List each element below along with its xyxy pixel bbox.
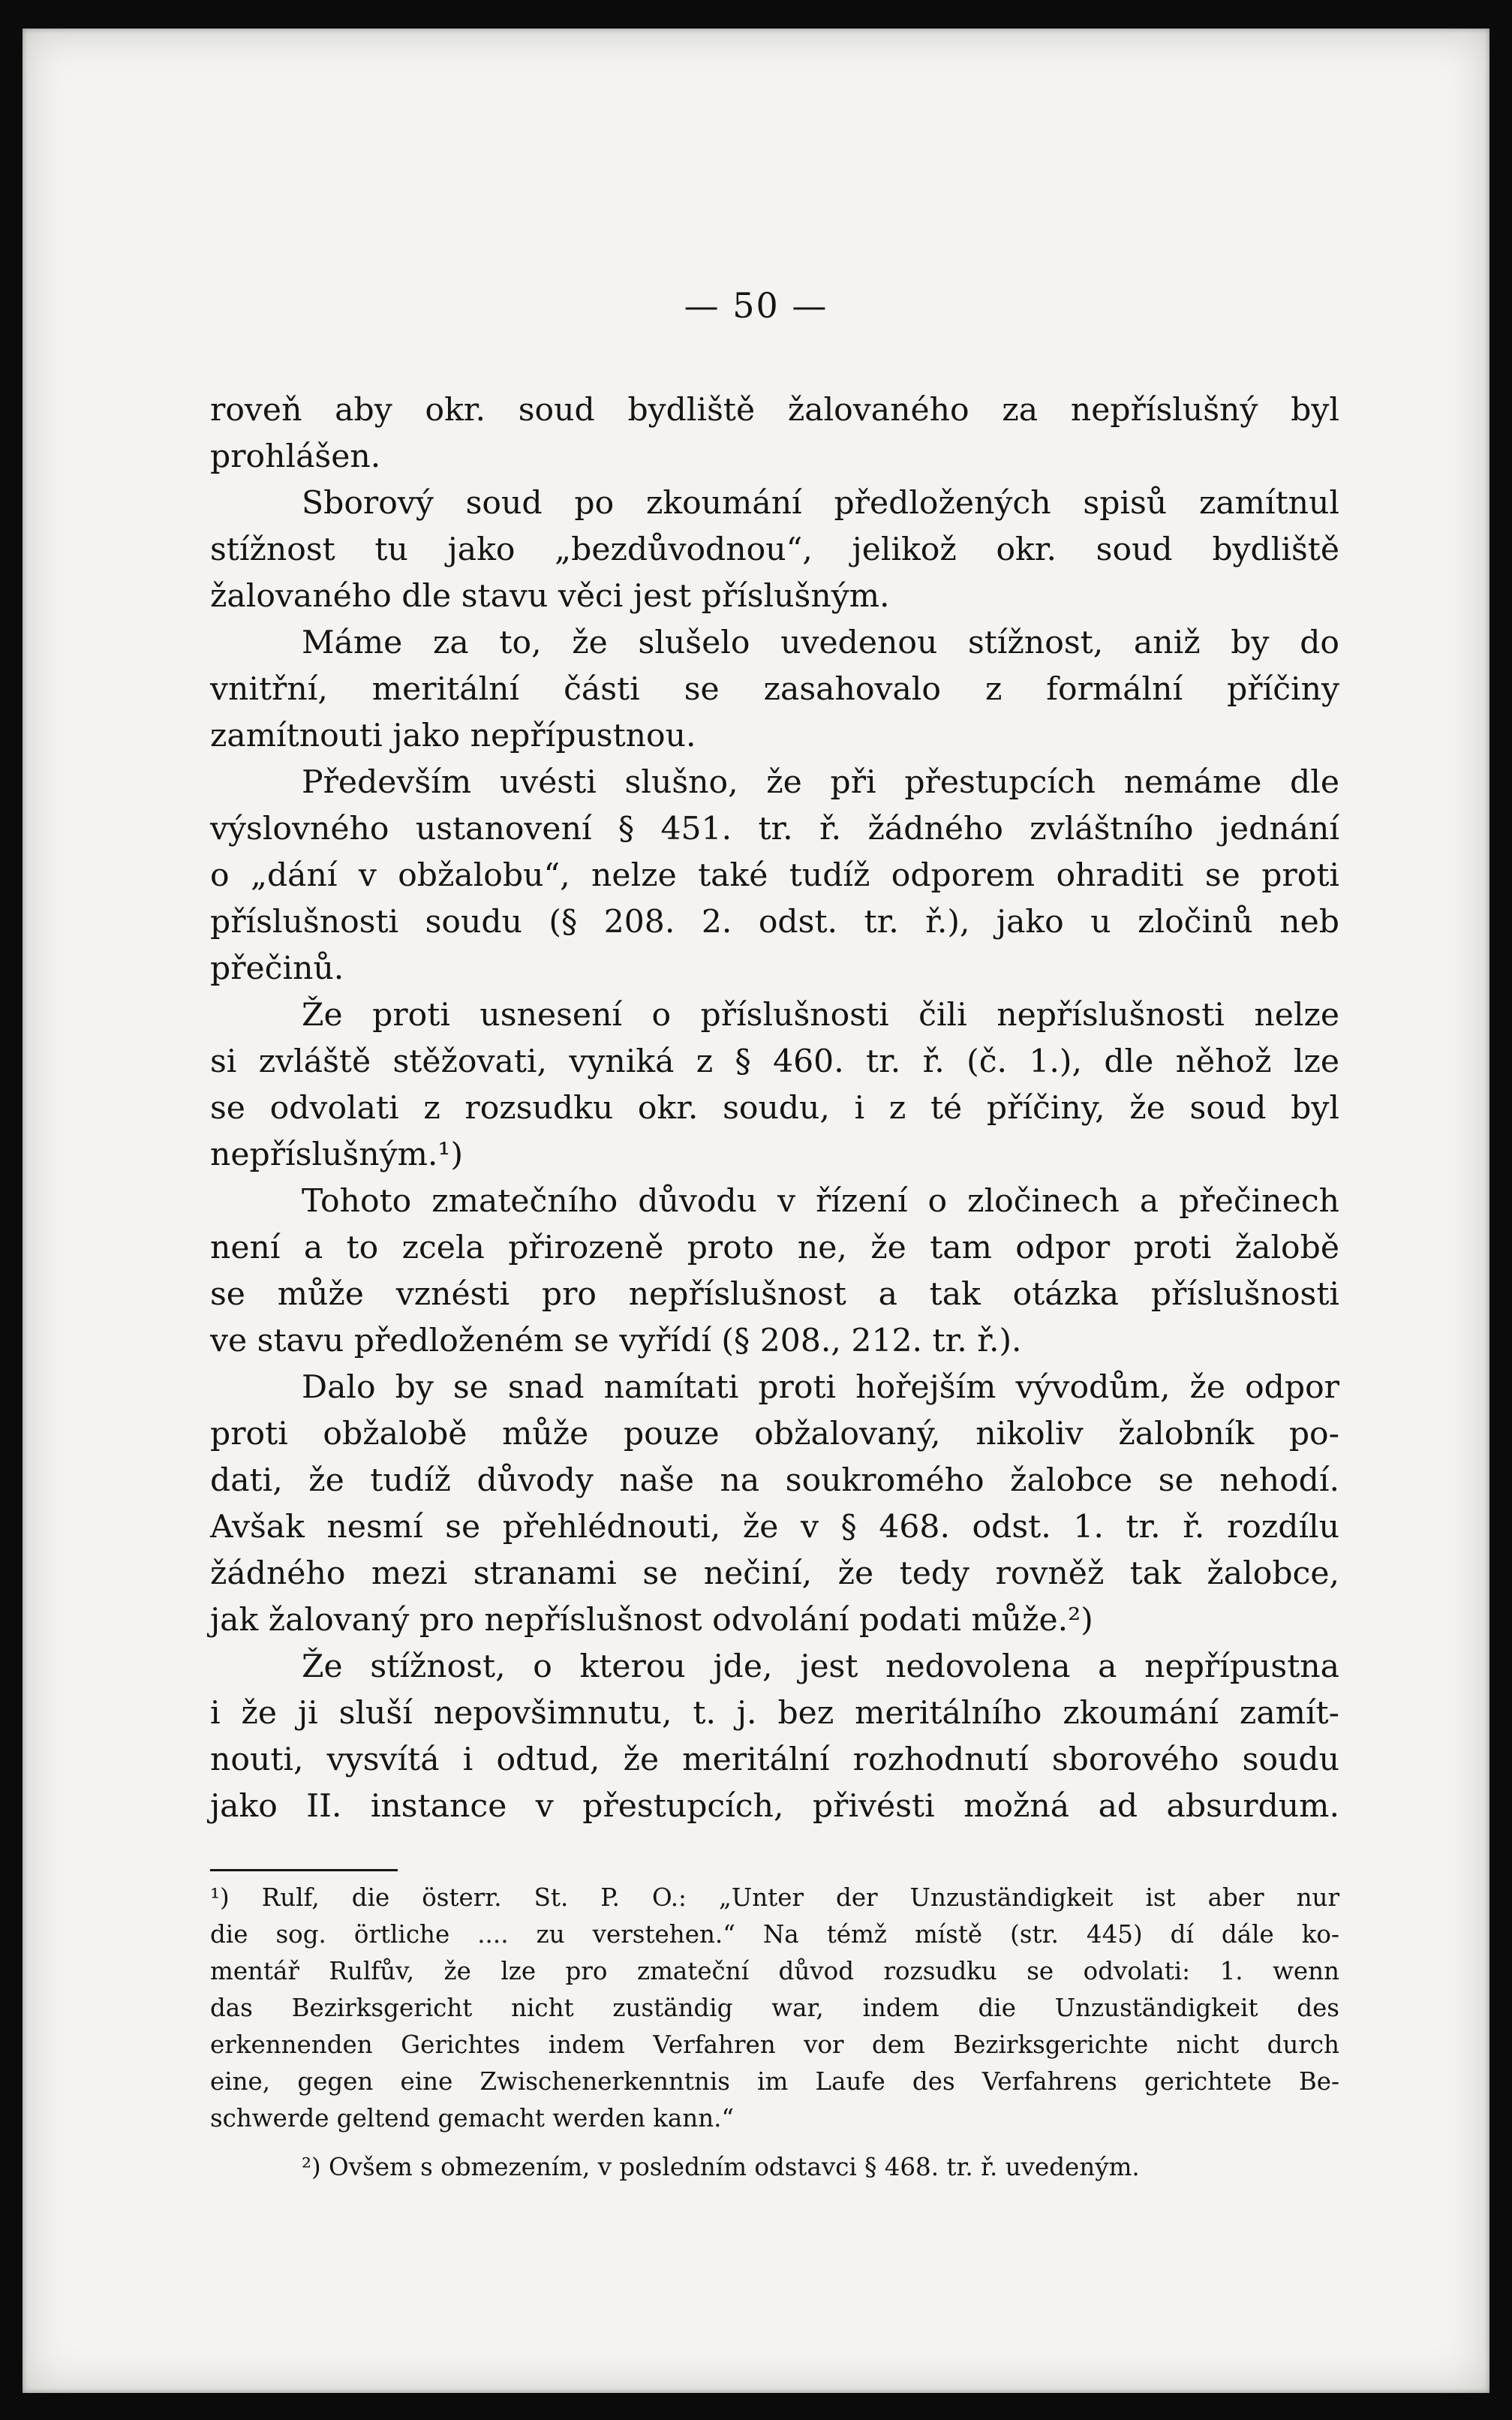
body-line: Dalo by se snad namítati proti hořejším vývodům, že odpor — [302, 1369, 1339, 1406]
body-line: si zvláště stěžovati, vyniká z § 460. tr. ř. (č. 1.), dle něhož lze — [210, 1043, 1339, 1080]
body-line: stížnost tu jako „bezdůvodnou“, jelikož okr. soud bydliště — [210, 531, 1339, 568]
body-line: Avšak nesmí se přehlédnouti, že v § 468. odst. 1. tr. ř. rozdílu — [210, 1509, 1339, 1546]
footnote-line: erkennenden Gerichtes indem Verfahren vor dem Bezirksgerichte nicht durch — [210, 2030, 1339, 2059]
body-line: žalovaného dle stavu věci jest příslušným. — [210, 578, 890, 615]
body-line: Tohoto zmatečního důvodu v řízení o zločinech a přečinech — [302, 1183, 1339, 1220]
body-line: roveň aby okr. soud bydliště žalovaného za nepříslušný byl — [210, 392, 1339, 429]
body-line: se může vznésti pro nepříslušnost a tak otázka příslušnosti — [210, 1276, 1339, 1313]
body-line: Že proti usnesení o příslušnosti čili nepříslušnosti nelze — [302, 997, 1339, 1034]
footnote-line: eine, gegen eine Zwischenerkenntnis im Laufe des Verfahrens gerichtete Be- — [210, 2067, 1339, 2096]
body-line: výslovného ustanovení § 451. tr. ř. žádného zvláštního jednání — [210, 811, 1339, 847]
body-line: přečinů. — [210, 950, 344, 987]
body-line: prohlášen. — [210, 438, 381, 475]
body-line: vnitřní, meritální části se zasahovalo z formální příčiny — [210, 671, 1339, 708]
footnote-line: mentář Rulfův, že lze pro zmateční důvod rozsudku se odvolati: 1. wenn — [210, 1957, 1339, 1985]
body-line: proti obžalobě může pouze obžalovaný, nikoliv žalobník po- — [210, 1416, 1339, 1452]
footnote-2: ²) Ovšem s obmezením, v posledním odstavci § 468. tr. ř. uvedeným. — [302, 2153, 1140, 2181]
body-line: Máme za to, že slušelo uvedenou stížnost, aniž by do — [302, 625, 1339, 661]
body-line: dati, že tudíž důvody naše na soukromého žalobce se nehodí. — [210, 1462, 1339, 1499]
body-line: nepříslušným.¹) — [210, 1136, 464, 1173]
body-line: jako II. instance v přestupcích, přivésti možná ad absurdum. — [210, 1788, 1339, 1825]
body-line: Především uvésti slušno, že při přestupcích nemáme dle — [302, 764, 1339, 801]
body-line: jak žalovaný pro nepříslušnost odvolání podati může.²) — [210, 1602, 1093, 1639]
footnote-line: ¹) Rulf, die österr. St. P. O.: „Unter der Unzuständigkeit ist aber nur — [210, 1883, 1339, 1912]
footnote-line: die sog. örtliche .... zu verstehen.“ Na témž místě (str. 445) dí dále ko- — [210, 1920, 1339, 1949]
body-line: ve stavu předloženém se vyřídí (§ 208., 212. tr. ř.). — [210, 1323, 1022, 1359]
body-line: Že stížnost, o kterou jde, jest nedovolena a nepřípustna — [302, 1648, 1339, 1685]
body-line: o „dání v obžalobu“, nelze také tudíž odporem ohraditi se proti — [210, 857, 1339, 894]
body-line: příslušnosti soudu (§ 208. 2. odst. tr. ř.), jako u zločinů neb — [210, 904, 1339, 941]
footnotes — [210, 1880, 1339, 2186]
body-line: žádného mezi stranami se nečiní, že tedy rovněž tak žalobce, — [210, 1555, 1339, 1592]
body-line: se odvolati z rozsudku okr. soudu, i z té příčiny, že soud byl — [210, 1090, 1339, 1127]
body-line: i že ji sluší nepovšimnutu, t. j. bez meritálního zkoumání zamít- — [210, 1695, 1339, 1732]
footnote-rule — [210, 1869, 398, 1871]
page-number: — 50 — — [684, 285, 828, 326]
footnote-line: schwerde geltend gemacht werden kann.“ — [210, 2104, 735, 2133]
footnote-line: das Bezirksgericht nicht zuständig war, indem die Unzuständigkeit des — [210, 1994, 1339, 2022]
body-line: zamítnouti jako nepřípustnou. — [210, 718, 696, 754]
body-line: nouti, vysvítá i odtud, že meritální rozhodnutí sborového soudu — [210, 1741, 1339, 1778]
scanned-page — [23, 29, 1489, 2393]
body-text — [210, 387, 1339, 1830]
body-line: Sborový soud po zkoumání předložených spisů zamítnul — [302, 485, 1339, 522]
body-line: není a to zcela přirozeně proto ne, že tam odpor proti žalobě — [210, 1230, 1339, 1266]
